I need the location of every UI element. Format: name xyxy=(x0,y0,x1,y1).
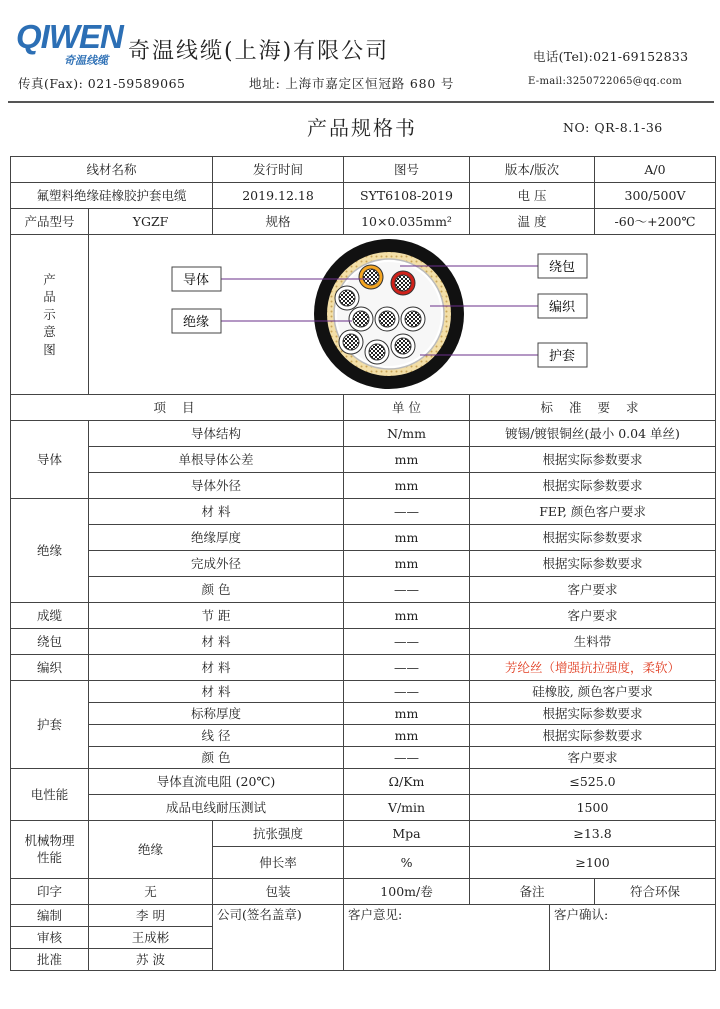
row-unit: —— xyxy=(344,747,470,769)
row-req: 1500 xyxy=(470,795,716,821)
document-title: 产品规格书 xyxy=(307,116,417,140)
row-unit: Ω/Km xyxy=(344,769,470,795)
diagram-label-char: 产 xyxy=(43,271,56,287)
address: 地址: 上海市嘉定区恒冠路 680 号 xyxy=(249,76,455,91)
row-item: 材 料 xyxy=(89,681,344,703)
prepared-label: 编制 xyxy=(11,905,89,927)
row-unit: mm xyxy=(344,725,470,747)
row-unit: mm xyxy=(344,603,470,629)
print-value: 无 xyxy=(89,879,213,905)
row-req: 客户要求 xyxy=(470,577,716,603)
row-unit: —— xyxy=(344,577,470,603)
temperature-label: 温 度 xyxy=(470,209,595,235)
voltage-label: 电 压 xyxy=(470,183,595,209)
row-req: 生料带 xyxy=(470,629,716,655)
group-mechanical xyxy=(11,821,89,879)
group-electrical: 电性能 xyxy=(11,769,89,821)
callout-wrapping xyxy=(538,254,587,278)
header-product-name: 线材名称 xyxy=(11,157,213,183)
print-label: 印字 xyxy=(11,879,89,905)
mechanical-sub: 绝缘 xyxy=(89,821,213,879)
row-req: 根据实际参数要求 xyxy=(470,551,716,577)
callout-label: 护套 xyxy=(548,349,575,364)
email: E-mail:3250722065@qq.com xyxy=(528,76,682,87)
row-unit: mm xyxy=(344,703,470,725)
row-unit: —— xyxy=(344,655,470,681)
row-unit: Mpa xyxy=(344,821,470,847)
row-item: 抗张强度 xyxy=(213,821,344,847)
row-unit: mm xyxy=(344,551,470,577)
header-drawing-no: 图号 xyxy=(344,157,470,183)
row-item: 材 料 xyxy=(89,655,344,681)
spec-table xyxy=(10,156,716,971)
callout-braid xyxy=(538,294,587,318)
fax: 传真(Fax): 021-59589065 xyxy=(18,76,186,91)
row-item: 伸长率 xyxy=(213,847,344,879)
row-req: 硅橡胶, 颜色客户要求 xyxy=(470,681,716,703)
row-req: 根据实际参数要求 xyxy=(470,473,716,499)
group-insulation: 绝缘 xyxy=(11,499,89,603)
row-req: 根据实际参数要求 xyxy=(470,447,716,473)
row-item: 颜 色 xyxy=(89,577,344,603)
drawing-no: SYT6108-2019 xyxy=(344,183,470,209)
telephone: 电话(Tel):021-69152833 xyxy=(533,49,689,64)
company-name: 奇温线缆(上海)有限公司 xyxy=(128,39,390,64)
callout-insulation xyxy=(172,309,221,333)
callout-label: 导体 xyxy=(182,273,209,288)
group-cabling: 成缆 xyxy=(11,603,89,629)
col-requirement: 标 准 要 求 xyxy=(470,395,716,421)
callout-label: 编织 xyxy=(548,300,575,315)
row-req: ≤525.0 xyxy=(470,769,716,795)
diagram-label-char: 示 xyxy=(43,306,56,322)
callout-label: 绝缘 xyxy=(182,315,209,330)
group-braid: 编织 xyxy=(11,655,89,681)
model-label: 产品型号 xyxy=(11,209,89,235)
col-unit: 单 位 xyxy=(344,395,470,421)
approved-label: 批准 xyxy=(11,949,89,971)
row-req: 镀锡/镀银铜丝(最小 0.04 单丝) xyxy=(470,421,716,447)
document-number: NO: QR-8.1-36 xyxy=(563,120,663,135)
spec-label: 规格 xyxy=(213,209,344,235)
row-req: ≥100 xyxy=(470,847,716,879)
row-req: 客户要求 xyxy=(470,747,716,769)
header-issue-date: 发行时间 xyxy=(213,157,344,183)
row-item: 线 径 xyxy=(89,725,344,747)
row-req: 客户要求 xyxy=(470,603,716,629)
header-version: 版本/版次 xyxy=(470,157,595,183)
logo-wordmark: QIWEN xyxy=(16,18,123,55)
customer-opinion-label: 客户意见: xyxy=(348,907,403,922)
row-item: 颜 色 xyxy=(89,747,344,769)
cable-diagram xyxy=(89,235,716,395)
group-conductor: 导体 xyxy=(11,421,89,499)
logo-subtitle: 奇温线缆 xyxy=(64,54,108,67)
callout-label: 绕包 xyxy=(548,260,575,275)
voltage-value: 300/500V xyxy=(595,183,716,209)
diagram-label-char: 意 xyxy=(43,324,56,340)
row-unit: N/mm xyxy=(344,421,470,447)
row-req-highlight: 芳纶丝（增强抗拉强度，柔软） xyxy=(470,655,716,681)
approved-value: 苏 波 xyxy=(89,949,213,971)
row-item: 绝缘厚度 xyxy=(89,525,344,551)
model-value: YGZF xyxy=(89,209,213,235)
reviewed-label: 审核 xyxy=(11,927,89,949)
row-unit: —— xyxy=(344,681,470,703)
row-item: 材 料 xyxy=(89,499,344,525)
row-req: 根据实际参数要求 xyxy=(470,725,716,747)
product-name: 氟塑料绝缘硅橡胶护套电缆 xyxy=(11,183,213,209)
diagram-label-char: 图 xyxy=(43,341,56,357)
group-mechanical-text: 机械物理性能 xyxy=(24,833,75,865)
issue-date: 2019.12.18 xyxy=(213,183,344,209)
row-item: 标称厚度 xyxy=(89,703,344,725)
row-req: ≥13.8 xyxy=(470,821,716,847)
cable-cross-section xyxy=(90,235,715,391)
diagram-label-char: 品 xyxy=(43,289,56,305)
row-unit: mm xyxy=(344,447,470,473)
callout-conductor xyxy=(172,267,221,291)
group-sheath: 护套 xyxy=(11,681,89,769)
row-item: 节 距 xyxy=(89,603,344,629)
group-wrapping: 绕包 xyxy=(11,629,89,655)
row-item: 单根导体公差 xyxy=(89,447,344,473)
reviewed-value: 王成彬 xyxy=(89,927,213,949)
package-label: 包装 xyxy=(213,879,344,905)
company-signature[interactable] xyxy=(213,905,344,971)
temperature-value: -60～+200℃ xyxy=(595,209,716,235)
row-item: 导体结构 xyxy=(89,421,344,447)
row-item: 导体外径 xyxy=(89,473,344,499)
customer-opinion[interactable] xyxy=(344,905,550,971)
company-signature-label: 公司(签名盖章) xyxy=(217,907,302,922)
header-divider xyxy=(8,101,714,103)
row-unit: V/min xyxy=(344,795,470,821)
row-unit: mm xyxy=(344,525,470,551)
version-value: A/0 xyxy=(595,157,716,183)
row-item: 导体直流电阻 (20℃) xyxy=(89,769,344,795)
col-item: 项 目 xyxy=(11,395,344,421)
diagram-label-text xyxy=(43,271,57,359)
row-item: 成品电线耐压测试 xyxy=(89,795,344,821)
note-label: 备注 xyxy=(470,879,595,905)
company-logo xyxy=(16,18,131,67)
row-unit: mm xyxy=(344,473,470,499)
row-req: 根据实际参数要求 xyxy=(470,525,716,551)
customer-confirm-label: 客户确认: xyxy=(554,907,609,922)
note-value: 符合环保 xyxy=(595,879,716,905)
row-req: FEP, 颜色客户要求 xyxy=(470,499,716,525)
package-value: 100m/卷 xyxy=(344,879,470,905)
row-unit: % xyxy=(344,847,470,879)
row-item: 材 料 xyxy=(89,629,344,655)
prepared-value: 李 明 xyxy=(89,905,213,927)
diagram-label xyxy=(11,235,89,395)
callout-sheath xyxy=(538,343,587,367)
row-unit: —— xyxy=(344,499,470,525)
row-item: 完成外径 xyxy=(89,551,344,577)
row-req: 根据实际参数要求 xyxy=(470,703,716,725)
row-unit: —— xyxy=(344,629,470,655)
customer-confirm[interactable] xyxy=(550,905,716,971)
spec-value: 10×0.035mm² xyxy=(344,209,470,235)
